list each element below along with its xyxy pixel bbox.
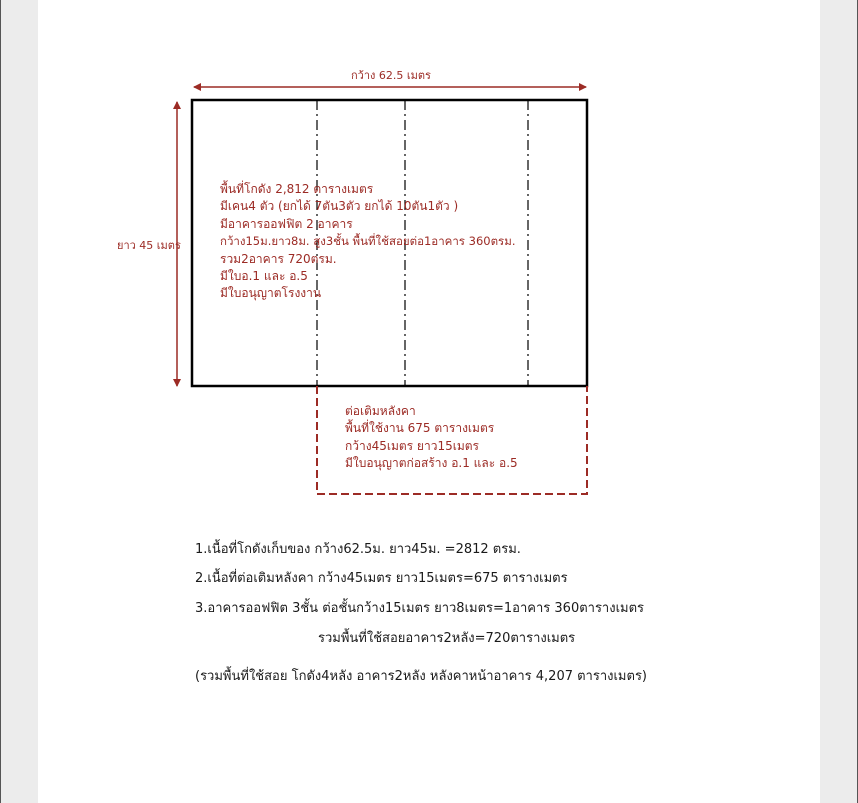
extension-info-line: ต่อเติมหลังคา <box>345 404 416 418</box>
note-line-4: รวมพื้นที่ใช้สอยอาคาร2หลัง=720ตารางเมตร <box>318 631 576 646</box>
warehouse-info-line: มีใบอ.1 และ อ.5 <box>220 269 308 284</box>
warehouse-info-line: รวม2อาคาร 720ตรม. <box>220 251 337 266</box>
note-line-3: 3.อาคารออฟฟิต 3ชั้น ต่อชั้นกว้าง15เมตร ยาว8เมตร=1อาคาร 360ตารางเมตร <box>195 601 645 616</box>
note-line-1: 1.เนื้อที่โกดังเก็บของ กว้าง62.5ม. ยาว45ม. =2812 ตรม. <box>195 542 521 557</box>
warehouse-info <box>220 181 515 303</box>
warehouse-info-line: มีอาคารออฟฟิต 2 อาคาร <box>220 216 353 231</box>
extension-info-line: พื้นที่ใช้งาน 675 ตารางเมตร <box>345 421 495 436</box>
extension-info-line: มีใบอนุญาตก่อสร้าง อ.1 และ อ.5 <box>345 456 518 471</box>
note-line-2: 2.เนื้อที่ต่อเติมหลังคา กว้าง45เมตร ยาว15เมตร=675 ตารางเมตร <box>195 571 568 586</box>
width-label: กว้าง 62.5 เมตร <box>351 69 431 82</box>
warehouse-info-line: มีเคน4 ตัว (ยกได้ 7ตัน3ตัว ยกได้ 10ตัน1ตัว ) <box>220 199 459 214</box>
length-label: ยาว 45 เมตร <box>117 239 181 252</box>
note-summary: (รวมพื้นที่ใช้สอย โกดัง4หลัง อาคาร2หลัง หลังคาหน้าอาคาร 4,207 ตารางเมตร) <box>195 669 647 684</box>
warehouse-info-line: มีใบอนุญาตโรงงาน <box>220 286 322 301</box>
extension-info <box>345 403 518 473</box>
extension-info-line: กว้าง45เมตร ยาว15เมตร <box>345 438 479 453</box>
warehouse-info-line: กว้าง15ม.ยาว8ม. สูง3ชั้น พื้นที่ใช้สอยต่อ1อาคาร 360ตรม. <box>220 234 516 249</box>
warehouse-info-line: พื้นที่โกดัง 2,812 ตารางเมตร <box>220 182 374 196</box>
